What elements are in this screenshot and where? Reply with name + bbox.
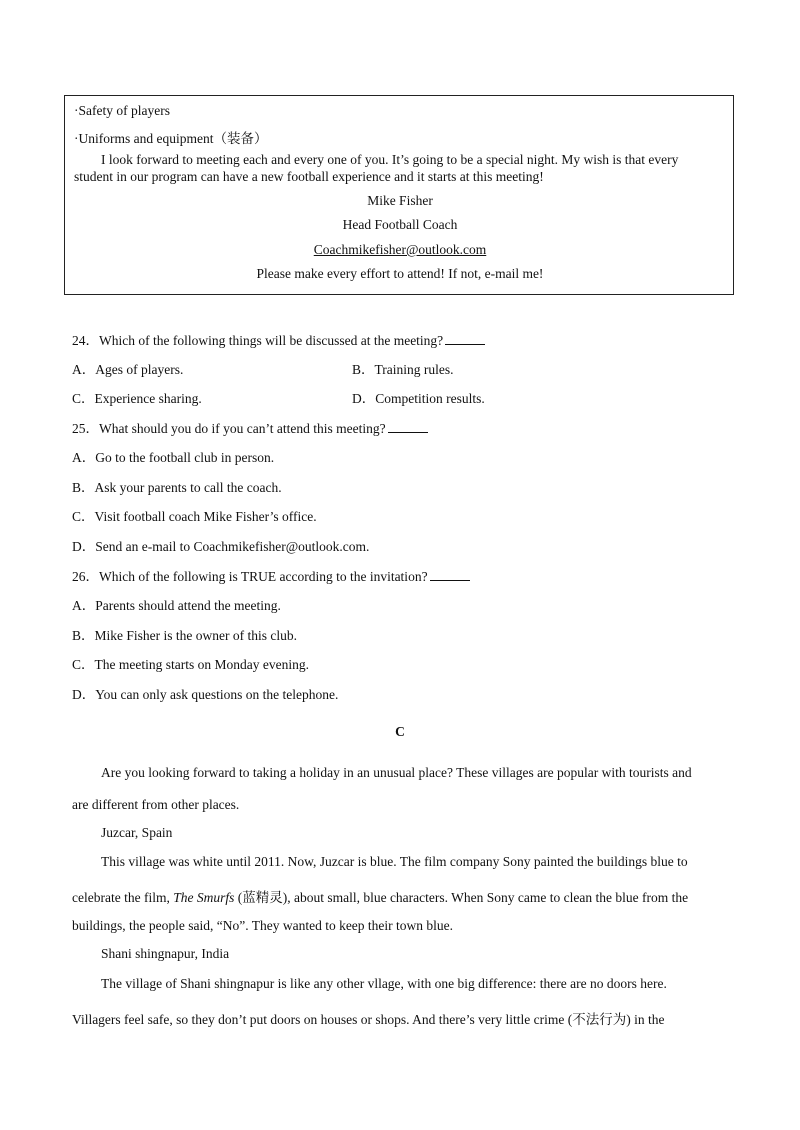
email-link[interactable]: Coachmikefisher@outlook.com (313, 242, 487, 257)
option-25-a: A．Go to the football club in person. (72, 450, 275, 465)
notice-paragraph-line1: I look forward to meeting each and every one of you. It’s going to be a special night. My wish is that every (101, 152, 679, 167)
section-heading: C (395, 724, 405, 739)
juzcar-line3: buildings, the people said, “No”. They wanted to keep their town blue. (72, 918, 454, 933)
notice-paragraph-line2: student in our program can have a new football experience and it starts at this meeting! (74, 169, 544, 184)
option-26-c: C．The meeting starts on Monday evening. (72, 657, 309, 672)
question-25: 25．What should you do if you can’t attend this meeting? (72, 417, 428, 437)
closing-line: Please make every effort to attend! If not, e-mail me! (256, 266, 544, 281)
place-heading-shani: Shani shingnapur, India (101, 946, 230, 961)
signer-name: Mike Fisher (367, 193, 433, 208)
option-25-d: D．Send an e-mail to Coachmikefisher@outlook.com. (72, 539, 370, 554)
question-24: 24．Which of the following things will be discussed at the meeting? (72, 329, 485, 349)
answer-blank (388, 420, 428, 433)
bullet-uniforms: ·Uniforms and equipment（装备） (74, 131, 268, 146)
signer-title: Head Football Coach (342, 217, 458, 232)
question-26: 26．Which of the following is TRUE according to the invitation? (72, 565, 470, 585)
juzcar-line1: This village was white until 2011. Now, Juzcar is blue. The film company Sony painted the buildings blue to (101, 854, 688, 869)
bullet-safety: ·Safety of players (74, 103, 170, 118)
answer-blank (445, 332, 485, 345)
option-24-c: C．Experience sharing. (72, 391, 202, 406)
place-heading-juzcar: Juzcar, Spain (101, 825, 173, 840)
option-26-d: D．You can only ask questions on the telephone. (72, 687, 339, 702)
option-26-b: B．Mike Fisher is the owner of this club. (72, 628, 297, 643)
juzcar-line2: celebrate the film, The Smurfs (蓝精灵), about small, blue characters. When Sony came to clean the blue from the (72, 890, 689, 905)
shani-line2: Villagers feel safe, so they don’t put doors on houses or shops. And there’s very little crime (不法行为) in the (72, 1012, 665, 1027)
film-title: The Smurfs (173, 890, 235, 905)
option-24-b: B．Training rules. (352, 362, 454, 377)
option-25-b: B．Ask your parents to call the coach. (72, 480, 282, 495)
option-26-a: A．Parents should attend the meeting. (72, 598, 281, 613)
option-24-d: D．Competition results. (352, 391, 485, 406)
answer-blank (430, 568, 470, 581)
option-25-c: C．Visit football coach Mike Fisher’s office. (72, 509, 317, 524)
intro-line1: Are you looking forward to taking a holiday in an unusual place? These villages are popular with tourists and (101, 765, 692, 780)
intro-line2: are different from other places. (72, 797, 240, 812)
option-24-a: A．Ages of players. (72, 362, 184, 377)
shani-line1: The village of Shani shingnapur is like any other vllage, with one big difference: there are no doors here. (101, 976, 667, 991)
